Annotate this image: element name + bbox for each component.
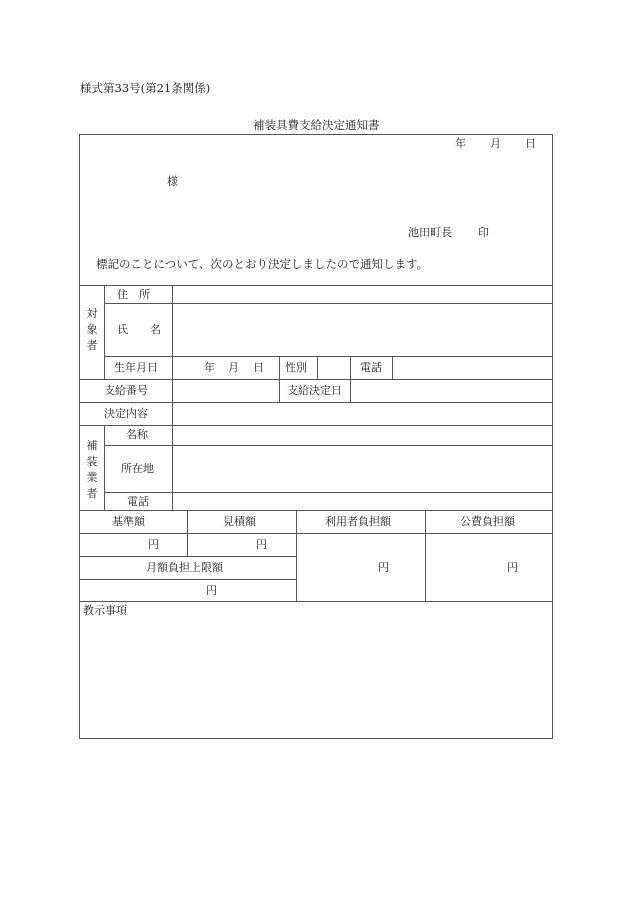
monthly-limit-label: 月額負担上限額 (146, 561, 223, 574)
birth-year-label: 年 (204, 361, 215, 374)
decision-date-label: 支給決定日 (287, 384, 342, 397)
vendor-location-label: 所在地 (121, 462, 154, 475)
vendor-name-label: 名称 (126, 428, 148, 441)
document-title: 補装具費支給決定通知書 (253, 118, 380, 132)
user-burden-yen: 円 (378, 561, 389, 574)
vendor-group-label: 補装業者 (86, 439, 98, 500)
date-day-label: 日 (525, 137, 536, 150)
date-year-label: 年 (455, 137, 466, 150)
estimate-amount-header: 見積額 (223, 515, 256, 528)
issuer-name: 池田町長 (408, 226, 452, 239)
payment-number-label: 支給番号 (104, 384, 148, 397)
vendor-phone-label: 電話 (127, 495, 149, 508)
estimate-amount-yen: 円 (256, 538, 267, 551)
subject-group-label: 対象者 (86, 307, 98, 352)
date-month-label: 月 (490, 137, 501, 150)
standard-amount-yen: 円 (148, 538, 159, 551)
subject-phone-label: 電話 (360, 361, 382, 374)
birth-month-label: 月 (228, 361, 239, 374)
address-label: 住 所 (117, 288, 150, 301)
monthly-limit-yen: 円 (206, 584, 217, 597)
instruction-label: 教示事項 (83, 604, 127, 617)
decision-content-label: 決定内容 (104, 407, 148, 420)
seal-mark: 印 (478, 226, 489, 239)
sex-label: 性別 (285, 361, 307, 374)
form-number: 様式第33号(第21条関係) (80, 81, 211, 95)
name-label: 氏 名 (117, 323, 161, 336)
intro-text: 標記のことについて、次のとおり決定しましたので通知します。 (96, 257, 429, 271)
birth-day-label: 日 (253, 361, 264, 374)
birthdate-label: 生年月日 (114, 361, 158, 374)
public-burden-header: 公費負担額 (460, 515, 515, 528)
standard-amount-header: 基準額 (112, 515, 145, 528)
public-burden-yen: 円 (507, 561, 518, 574)
addressee-suffix: 様 (167, 175, 178, 188)
user-burden-header: 利用者負担額 (325, 515, 391, 528)
